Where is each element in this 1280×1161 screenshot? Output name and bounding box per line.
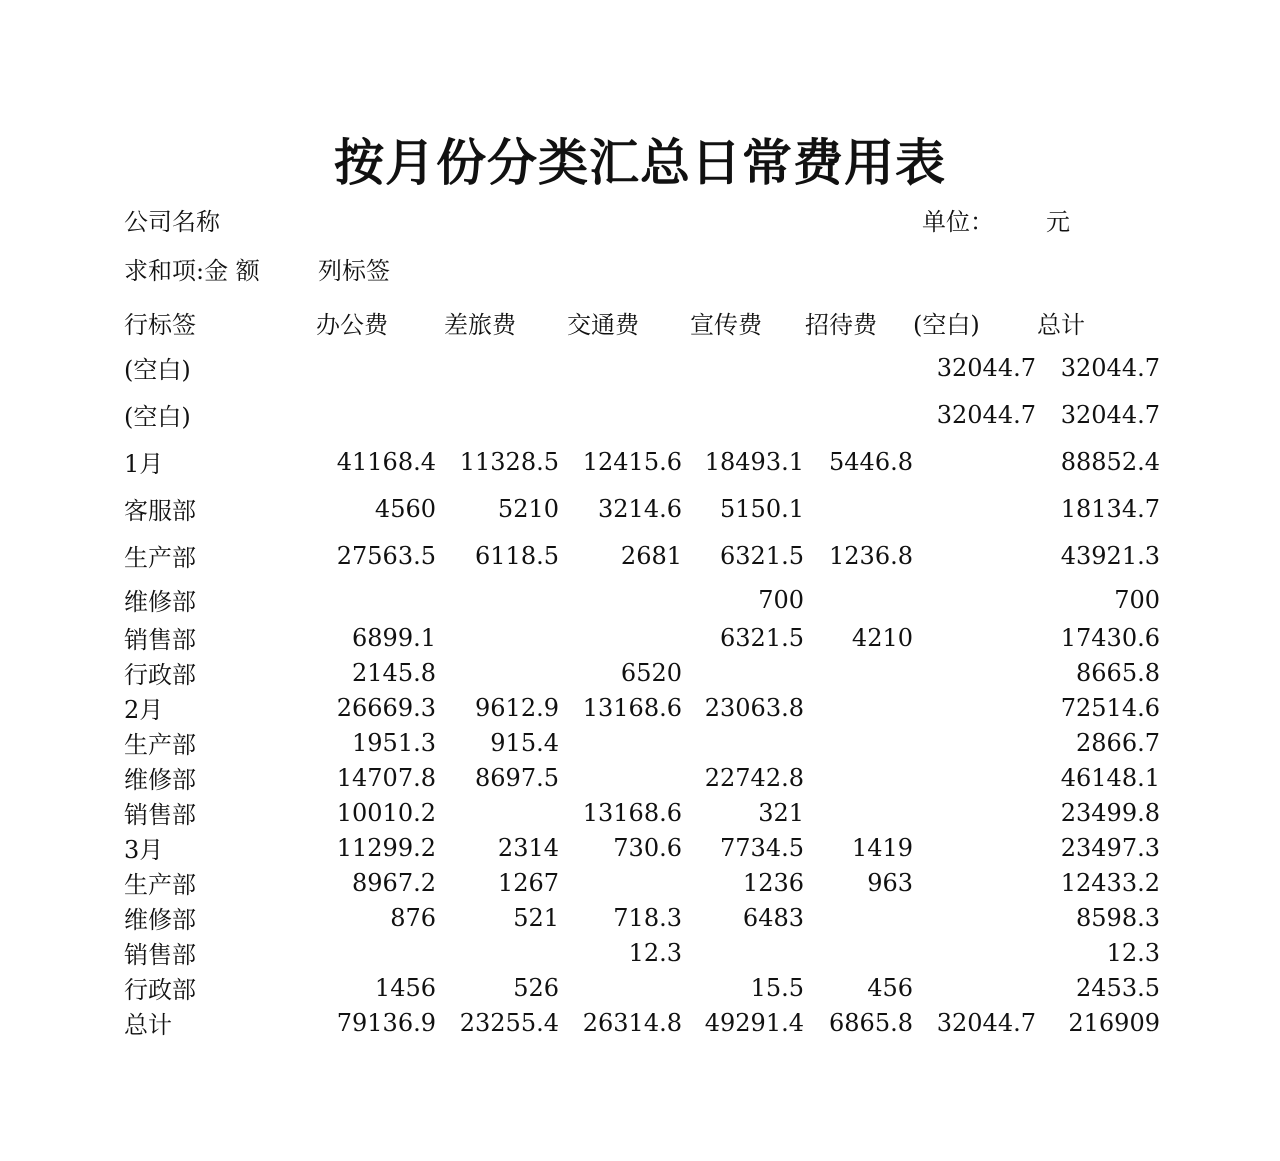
cell-transport: 26314.8	[582, 1008, 682, 1037]
cell-transport	[559, 970, 682, 1005]
cell-transport: 13168.6	[582, 798, 682, 827]
cell-publicity: 321	[758, 798, 804, 827]
sub-row-label: 维修部	[124, 766, 196, 794]
cell-office	[314, 579, 436, 620]
cell-travel: 23255.4	[459, 1008, 559, 1037]
cell-blank	[913, 532, 1036, 579]
sub-row-label: 生产部	[124, 544, 196, 572]
cell-blank	[913, 970, 1036, 1005]
cell-total: 216909	[1068, 1008, 1160, 1037]
cell-blank	[913, 579, 1036, 620]
cell-office: 8967.2	[352, 868, 436, 897]
cell-entertainment	[804, 795, 913, 830]
cell-entertainment	[804, 655, 913, 690]
cell-transport: 12.3	[628, 938, 682, 967]
cell-total: 2453.5	[1076, 973, 1160, 1002]
table-row	[124, 900, 1160, 935]
table-row	[124, 438, 1160, 485]
table-row	[124, 935, 1160, 970]
cell-travel: 6118.5	[475, 541, 559, 570]
sub-row-label: 销售部	[124, 941, 196, 969]
cell-publicity	[682, 935, 804, 970]
group-row-label: 3月	[124, 836, 164, 864]
cell-publicity: 6321.5	[720, 623, 804, 652]
sub-row-label: 销售部	[124, 801, 196, 829]
cell-transport	[559, 344, 682, 391]
cell-office: 27563.5	[336, 541, 436, 570]
group-row-label: 1月	[124, 450, 164, 478]
cell-office	[314, 344, 436, 391]
cell-travel: 8697.5	[475, 763, 559, 792]
cell-travel	[436, 655, 559, 690]
cell-blank	[913, 795, 1036, 830]
cell-transport	[559, 391, 682, 438]
cell-travel	[436, 935, 559, 970]
cell-entertainment	[804, 579, 913, 620]
header-blank: (空白)	[913, 310, 980, 339]
sub-row-label: 生产部	[124, 731, 196, 759]
sub-row-label: 生产部	[124, 871, 196, 899]
cell-office: 14707.8	[336, 763, 436, 792]
cell-total: 23497.3	[1060, 833, 1160, 862]
cell-entertainment: 1236.8	[829, 541, 913, 570]
cell-total: 12.3	[1106, 938, 1160, 967]
cell-transport: 718.3	[613, 903, 682, 932]
cell-entertainment: 6865.8	[829, 1008, 913, 1037]
cell-blank	[913, 830, 1036, 865]
cell-entertainment: 456	[867, 973, 913, 1002]
cell-office: 2145.8	[352, 658, 436, 687]
cell-total: 12433.2	[1060, 868, 1160, 897]
header-row-labels: 行标签	[124, 310, 196, 339]
cell-blank	[913, 900, 1036, 935]
cell-publicity	[682, 725, 804, 760]
cell-entertainment	[804, 725, 913, 760]
cell-travel	[436, 344, 559, 391]
cell-blank	[913, 620, 1036, 655]
cell-travel: 526	[513, 973, 559, 1002]
cell-total: 17430.6	[1060, 623, 1160, 652]
cell-travel	[436, 620, 559, 655]
unit-label: 单位：	[922, 208, 994, 236]
cell-office: 41168.4	[336, 447, 436, 476]
cell-transport	[559, 865, 682, 900]
cell-travel: 915.4	[490, 728, 559, 757]
cell-transport	[559, 579, 682, 620]
cell-blank	[913, 485, 1036, 532]
table-row	[124, 1005, 1160, 1040]
cell-total: 32044.7	[1060, 400, 1160, 429]
cell-total: 88852.4	[1060, 447, 1160, 476]
table-row	[124, 655, 1160, 690]
unit-value: 元	[1046, 208, 1070, 236]
cell-office: 10010.2	[336, 798, 436, 827]
cell-transport: 13168.6	[582, 693, 682, 722]
cell-office: 1456	[374, 973, 436, 1002]
cell-transport	[559, 760, 682, 795]
table-row	[124, 620, 1160, 655]
cell-travel: 2314	[497, 833, 559, 862]
cell-transport: 12415.6	[582, 447, 682, 476]
header-transport: 交通费	[567, 310, 639, 339]
group-row-label: 总计	[124, 1011, 172, 1039]
cell-entertainment	[804, 760, 913, 795]
cell-publicity: 700	[758, 585, 804, 614]
cell-office: 6899.1	[352, 623, 436, 652]
cell-publicity: 18493.1	[704, 447, 804, 476]
cell-publicity: 22742.8	[704, 763, 804, 792]
sub-row-label: 客服部	[124, 497, 196, 525]
sub-row-label: (空白)	[124, 403, 191, 431]
cell-travel: 11328.5	[459, 447, 559, 476]
cell-publicity: 6321.5	[720, 541, 804, 570]
cell-blank	[913, 935, 1036, 970]
cell-office: 11299.2	[336, 833, 436, 862]
cell-travel	[436, 579, 559, 620]
sub-row-label: 维修部	[124, 906, 196, 934]
cell-transport: 3214.6	[598, 494, 682, 523]
cell-entertainment: 1419	[851, 833, 913, 862]
cell-entertainment	[804, 485, 913, 532]
cell-travel	[436, 391, 559, 438]
cell-blank	[913, 438, 1036, 485]
cell-publicity: 1236	[742, 868, 804, 897]
cell-publicity: 15.5	[750, 973, 804, 1002]
table-row	[124, 579, 1160, 620]
header-total: 总计	[1037, 310, 1085, 339]
cell-publicity	[682, 655, 804, 690]
company-name-label: 公司名称	[124, 208, 220, 236]
table-row	[124, 532, 1160, 579]
cell-transport	[559, 725, 682, 760]
cell-total: 46148.1	[1060, 763, 1160, 792]
cell-office: 1951.3	[352, 728, 436, 757]
cell-total: 32044.7	[1060, 353, 1160, 382]
table-row	[124, 760, 1160, 795]
cell-office	[314, 391, 436, 438]
sum-item-label: 求和项:金 额	[124, 257, 260, 285]
cell-total: 2866.7	[1076, 728, 1160, 757]
table-row	[124, 830, 1160, 865]
cell-publicity	[682, 344, 804, 391]
sub-row-label: 行政部	[124, 661, 196, 689]
cell-total: 43921.3	[1060, 541, 1160, 570]
header-row	[124, 300, 1160, 344]
table-row	[124, 344, 1160, 391]
cell-entertainment: 963	[867, 868, 913, 897]
group-row-label: (空白)	[124, 356, 191, 384]
cell-travel: 9612.9	[475, 693, 559, 722]
cell-entertainment	[804, 344, 913, 391]
cell-blank	[913, 725, 1036, 760]
cell-entertainment: 5446.8	[829, 447, 913, 476]
cell-transport: 730.6	[613, 833, 682, 862]
cell-publicity: 6483	[742, 903, 804, 932]
table-row	[124, 485, 1160, 532]
cell-entertainment	[804, 900, 913, 935]
table-row	[124, 865, 1160, 900]
cell-total: 18134.7	[1060, 494, 1160, 523]
cell-entertainment	[804, 690, 913, 725]
cell-office: 79136.9	[336, 1008, 436, 1037]
cell-transport: 2681	[620, 541, 682, 570]
cell-publicity: 5150.1	[720, 494, 804, 523]
page-title: 按月份分类汇总日常费用表	[334, 133, 946, 192]
cell-blank: 32044.7	[936, 400, 1036, 429]
cell-office: 4560	[374, 494, 436, 523]
cell-total: 8598.3	[1076, 903, 1160, 932]
cell-total: 700	[1114, 585, 1160, 614]
cell-blank	[913, 690, 1036, 725]
cell-entertainment: 4210	[851, 623, 913, 652]
cell-entertainment	[804, 391, 913, 438]
cell-transport	[559, 620, 682, 655]
header-office: 办公费	[316, 310, 388, 339]
cell-office: 876	[390, 903, 436, 932]
cell-blank	[913, 865, 1036, 900]
header-travel: 差旅费	[444, 310, 516, 339]
cell-publicity: 49291.4	[704, 1008, 804, 1037]
column-labels-label: 列标签	[318, 257, 390, 285]
cell-office	[314, 935, 436, 970]
table-row	[124, 690, 1160, 725]
cell-total: 72514.6	[1060, 693, 1160, 722]
cell-travel: 521	[513, 903, 559, 932]
table-row	[124, 970, 1160, 1005]
cell-blank: 32044.7	[936, 1008, 1036, 1037]
cell-transport: 6520	[620, 658, 682, 687]
cell-office: 26669.3	[336, 693, 436, 722]
cell-publicity: 23063.8	[704, 693, 804, 722]
table-row	[124, 795, 1160, 830]
cell-blank	[913, 760, 1036, 795]
cell-publicity	[682, 391, 804, 438]
cell-blank	[913, 655, 1036, 690]
cell-publicity: 7734.5	[720, 833, 804, 862]
cell-travel: 1267	[497, 868, 559, 897]
cell-entertainment	[804, 935, 913, 970]
cell-blank: 32044.7	[936, 353, 1036, 382]
table-row	[124, 391, 1160, 438]
cell-total: 23499.8	[1060, 798, 1160, 827]
sub-row-label: 销售部	[124, 626, 196, 654]
table-row	[124, 725, 1160, 760]
header-entertainment: 招待费	[805, 310, 877, 339]
cell-travel	[436, 795, 559, 830]
sub-row-label: 行政部	[124, 976, 196, 1004]
sub-row-label: 维修部	[124, 588, 196, 616]
group-row-label: 2月	[124, 696, 164, 724]
header-publicity: 宣传费	[690, 310, 762, 339]
cell-travel: 5210	[497, 494, 559, 523]
cell-total: 8665.8	[1076, 658, 1160, 687]
pivot-table	[124, 300, 1160, 1040]
